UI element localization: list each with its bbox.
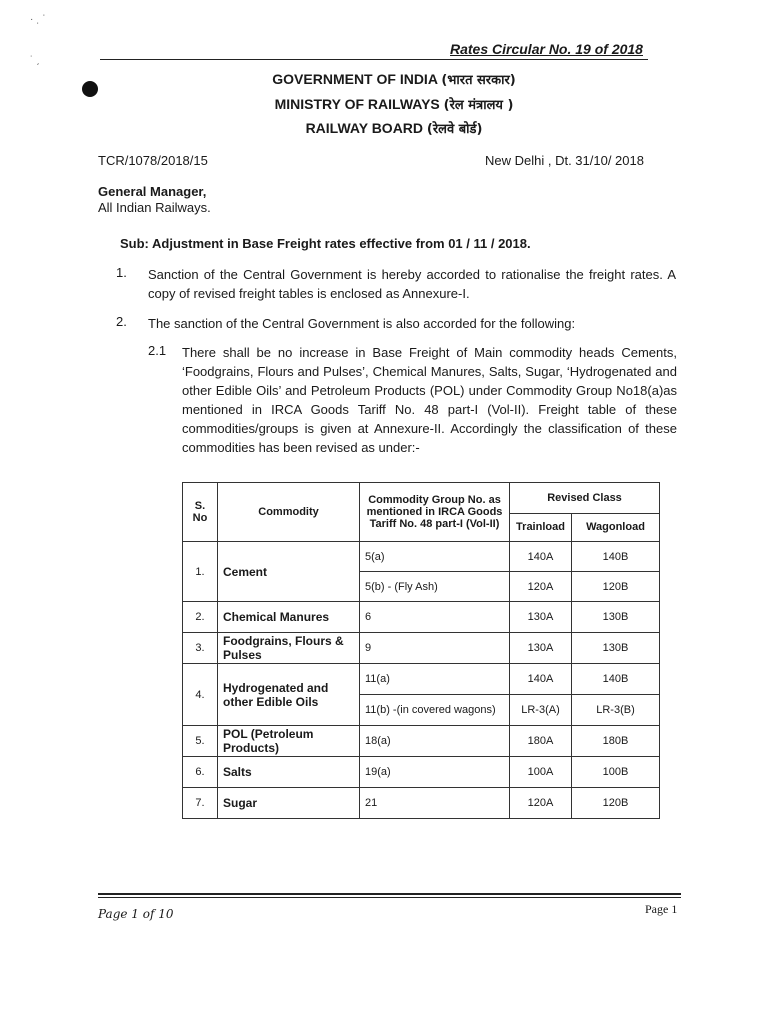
row-wagonload: 100B <box>572 757 660 788</box>
table-row <box>183 542 660 572</box>
para-2-1-number: 2.1 <box>148 343 167 358</box>
header-commodity-group: Commodity Group No. as mentioned in IRCA Goods Tariff No. 48 part-I (Vol-II) <box>360 483 510 542</box>
row-trainload: 140A <box>510 664 572 695</box>
row-commodity: POL (Petroleum Products) <box>218 726 360 757</box>
row-commodity: Foodgrains, Flours & Pulses <box>218 633 360 664</box>
handwritten-page-note: Page 1 of 10 <box>98 907 174 921</box>
row-wagonload: LR-3(B) <box>572 695 660 726</box>
row-sno: 3. <box>183 633 218 664</box>
para-2-number: 2. <box>116 314 127 329</box>
row-group: 11(b) -(in covered wagons) <box>360 695 510 726</box>
row-sno: 4. <box>183 664 218 726</box>
row-sno: 2. <box>183 602 218 633</box>
row-commodity: Cement <box>218 542 360 602</box>
row-commodity: Sugar <box>218 788 360 819</box>
row-group: 5(a) <box>360 542 510 572</box>
row-group: 6 <box>360 602 510 633</box>
row-commodity: Hydrogenated and other Edible Oils <box>218 664 360 726</box>
page-number: Page 1 <box>645 902 678 916</box>
header-sno: S. No <box>183 483 218 542</box>
row-group: 5(b) - (Fly Ash) <box>360 572 510 602</box>
row-commodity: Chemical Manures <box>218 602 360 633</box>
scan-specks-left: ˙ ˏ <box>30 55 40 66</box>
row-trainload: 120A <box>510 572 572 602</box>
table-row <box>183 788 660 819</box>
para-1-text: Sanction of the Central Government is hereby accorded to rationalise the freight rates. A copy of revised freight tables is enclosed as Annexure-I. <box>148 267 676 301</box>
para-2-1-text: There shall be no increase in Base Freight of Main commodity heads Cements, ‘Foodgrains, Flours and Pulses’, Chemical Manures, Salts, Sugar, ‘Hydrogenated and other Edible Oils’ and Petroleum Products (POL) under Commodity Group No18(a)as mentioned in IRCA Goods Tariff No. 48 part-I (Vol-II). Freight table of these commodities/groups is given at Annexure-II. Accordingly the classification of these commodities has been revised as under:- <box>182 345 677 455</box>
row-trainload: 130A <box>510 602 572 633</box>
row-commodity: Salts <box>218 757 360 788</box>
row-wagonload: 140B <box>572 664 660 695</box>
row-trainload: LR-3(A) <box>510 695 572 726</box>
header-board: RAILWAY BOARD (रेलवे बोर्ड) <box>305 120 483 137</box>
row-trainload: 100A <box>510 757 572 788</box>
row-wagonload: 180B <box>572 726 660 757</box>
subject-line: Sub: Adjustment in Base Freight rates effective from 01 / 11 / 2018. <box>120 236 531 251</box>
row-group: 9 <box>360 633 510 664</box>
reference-number: TCR/1078/2018/15 <box>98 153 208 168</box>
circular-number: Rates Circular No. 19 of 2018 <box>450 41 643 57</box>
footer-rule-thick <box>98 893 681 895</box>
table-row <box>183 757 660 788</box>
row-group: 21 <box>360 788 510 819</box>
header-commodity: Commodity <box>218 483 360 542</box>
row-wagonload: 120B <box>572 572 660 602</box>
row-sno: 7. <box>183 788 218 819</box>
row-trainload: 130A <box>510 633 572 664</box>
addressee: General Manager, <box>98 184 207 199</box>
header-rule <box>100 59 648 60</box>
para-2-text: The sanction of the Central Government is also accorded for the following: <box>148 316 576 331</box>
table-row <box>183 602 660 633</box>
row-group: 11(a) <box>360 664 510 695</box>
para-1-number: 1. <box>116 265 127 280</box>
row-trainload: 180A <box>510 726 572 757</box>
header-ministry: MINISTRY OF RAILWAYS (रेल मंत्रालय ) <box>274 96 514 113</box>
row-wagonload: 140B <box>572 542 660 572</box>
row-sno: 5. <box>183 726 218 757</box>
row-wagonload: 120B <box>572 788 660 819</box>
scan-specks-top: · ˌ ˈ <box>30 14 46 25</box>
row-group: 19(a) <box>360 757 510 788</box>
header-wagonload: Wagonload <box>572 513 660 541</box>
row-sno: 1. <box>183 542 218 602</box>
footer-rule-thin <box>98 897 681 898</box>
header-government: GOVERNMENT OF INDIA (भारत सरकार) <box>272 71 516 88</box>
row-trainload: 120A <box>510 788 572 819</box>
table-row <box>183 664 660 695</box>
row-wagonload: 130B <box>572 633 660 664</box>
header-revised-class: Revised Class <box>510 483 660 514</box>
classification-table <box>182 482 660 819</box>
row-wagonload: 130B <box>572 602 660 633</box>
row-sno: 6. <box>183 757 218 788</box>
table-row <box>183 633 660 664</box>
table-row <box>183 726 660 757</box>
header-trainload: Trainload <box>510 513 572 541</box>
row-group: 18(a) <box>360 726 510 757</box>
place-date: New Delhi , Dt. 31/10/ 2018 <box>485 153 644 168</box>
row-trainload: 140A <box>510 542 572 572</box>
addressee-org: All Indian Railways. <box>98 200 211 215</box>
